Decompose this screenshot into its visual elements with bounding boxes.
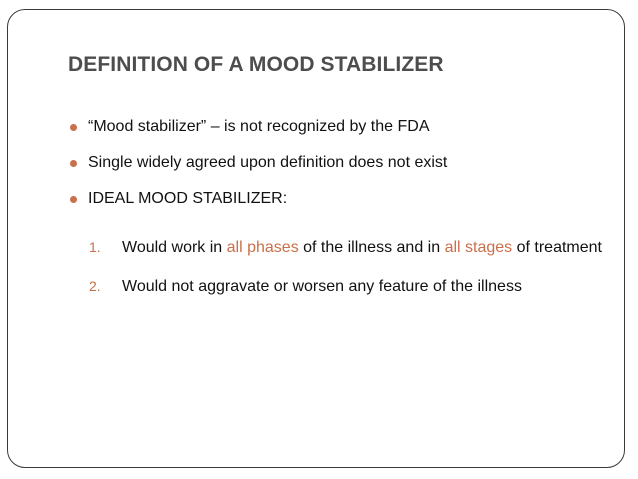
bullet-text: Single widely agreed upon definition does not exist xyxy=(88,154,448,171)
item-text-part: Would work in xyxy=(122,239,227,256)
bullet-list xyxy=(68,117,608,209)
bullet-text: IDEAL MOOD STABILIZER: xyxy=(88,190,288,207)
slide-title: DEFINITION OF A MOOD STABILIZER xyxy=(68,53,444,76)
bullet-text: “Mood stabilizer” – is not recognized by the FDA xyxy=(88,118,430,135)
item-text-part: of treatment xyxy=(512,239,602,256)
item-number: 2. xyxy=(89,278,101,294)
item-text: Would not aggravate or worsen any feature of the illness xyxy=(122,278,522,295)
item-text xyxy=(122,231,602,264)
bullet-item xyxy=(68,189,608,209)
item-number: 1. xyxy=(89,239,101,255)
highlight-all-phases: all phases xyxy=(226,239,299,256)
bullet-item xyxy=(68,153,608,173)
item-text-part: of the illness and in xyxy=(298,239,445,256)
bullet-dot-icon xyxy=(70,196,77,203)
bullet-dot-icon xyxy=(70,160,77,167)
numbered-item xyxy=(89,231,602,264)
highlight-all-stages: all stages xyxy=(444,239,513,256)
bullet-item xyxy=(68,117,608,137)
numbered-item xyxy=(89,270,602,303)
numbered-list xyxy=(89,231,602,303)
bullet-dot-icon xyxy=(70,124,77,131)
